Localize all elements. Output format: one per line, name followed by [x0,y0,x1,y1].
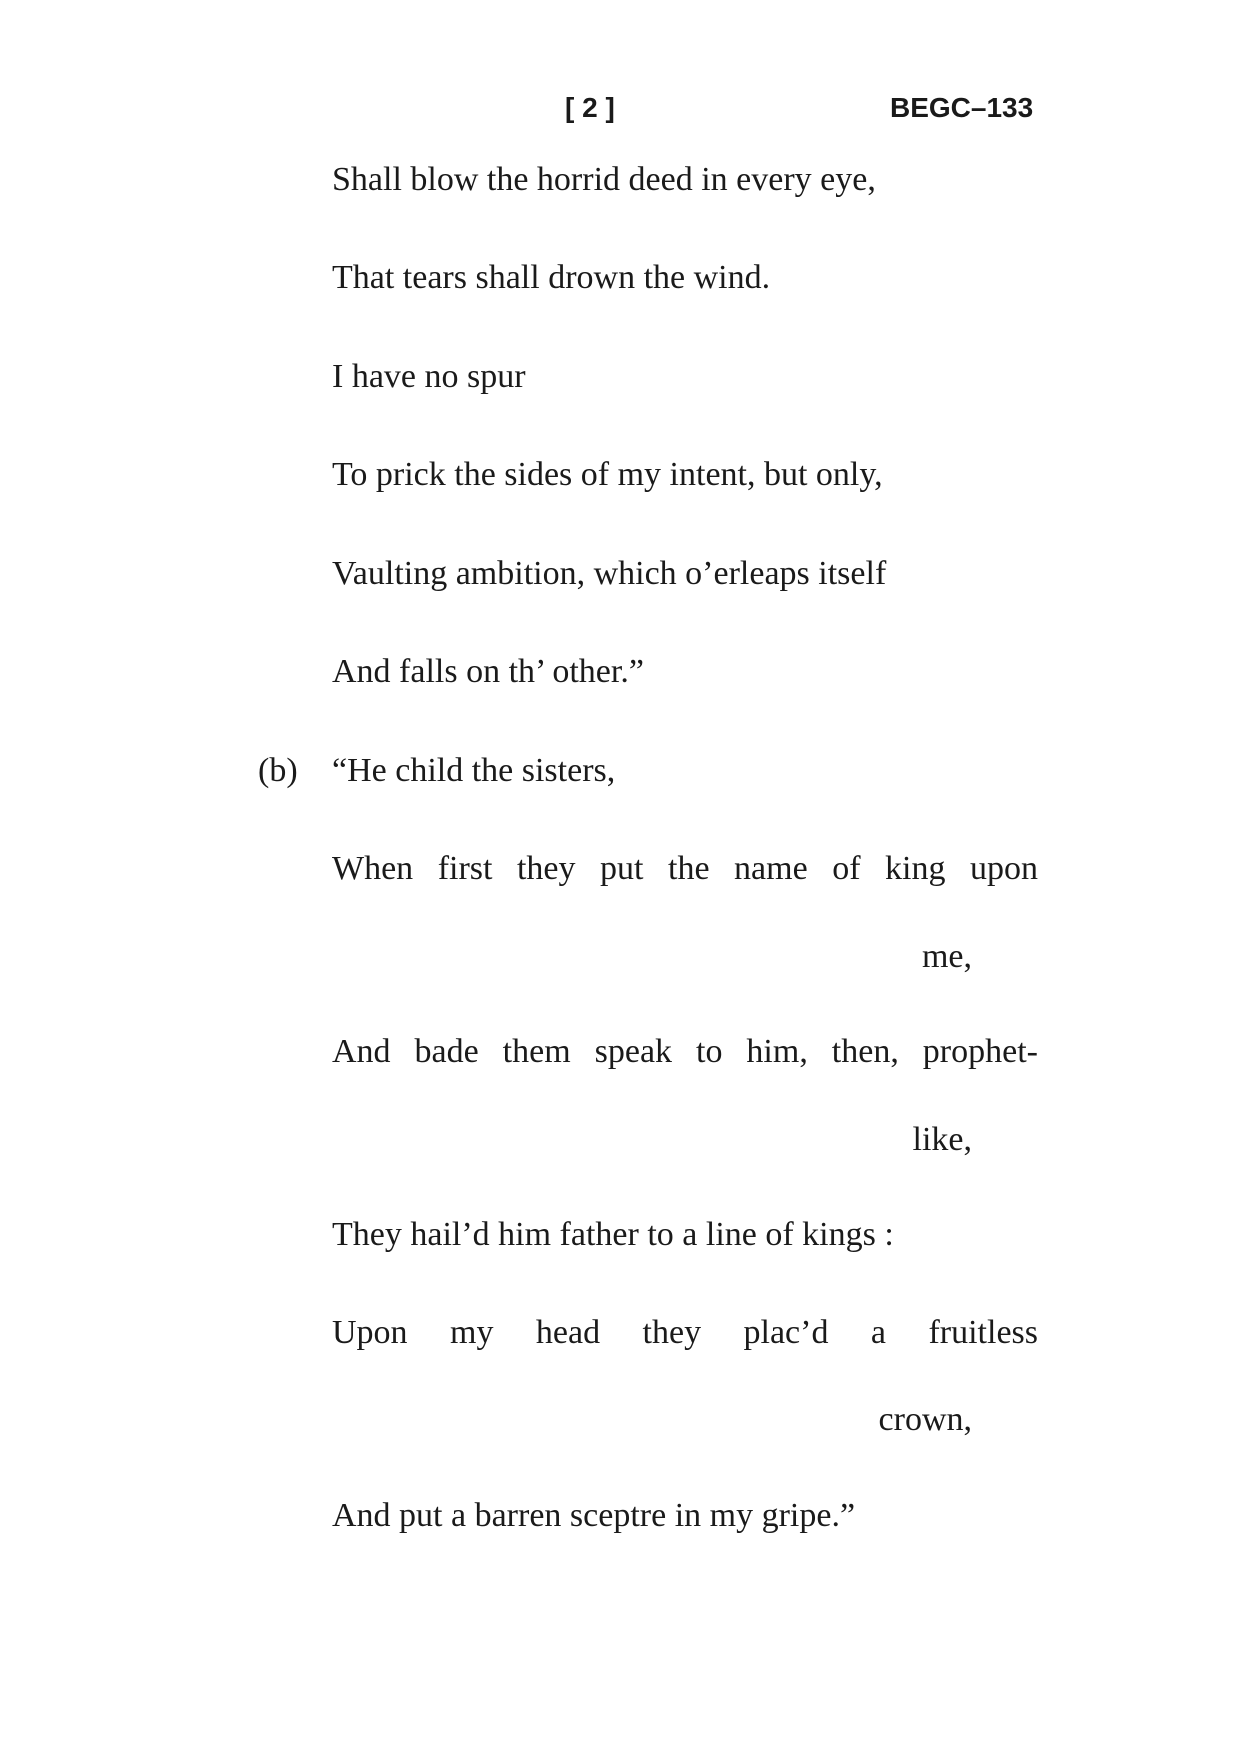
verse-line-continuation: crown, [878,1401,972,1438]
verse-line: “He child the sisters, [332,752,616,789]
course-code: BEGC–133 [890,92,1034,123]
verse-line-continuation: me, [921,938,972,975]
verse-line: That tears shall drown the wind. [332,259,771,296]
verse-line: Upon my head they plac’d a fruitless [332,1314,1038,1351]
verse-line: And falls on th’ other.” [332,653,644,690]
verse-line-continuation: like, [912,1121,972,1158]
verse-line: Vaulting ambition, which o’erleaps itself [332,555,887,592]
verse-line: And bade them speak to him, then, prophet- [332,1033,1038,1070]
page-number: [ 2 ] [565,92,615,123]
verse-line: To prick the sides of my intent, but only, [332,456,883,493]
verse-line: They hail’d him father to a line of kings : [332,1216,894,1253]
verse-line: When first they put the name of king upon [332,850,1038,887]
verse-line: Shall blow the horrid deed in every eye, [332,161,876,198]
verse-line: I have no spur [332,358,526,395]
verse-line: And put a barren sceptre in my gripe.” [332,1497,856,1534]
question-marker: (b) [258,752,298,789]
